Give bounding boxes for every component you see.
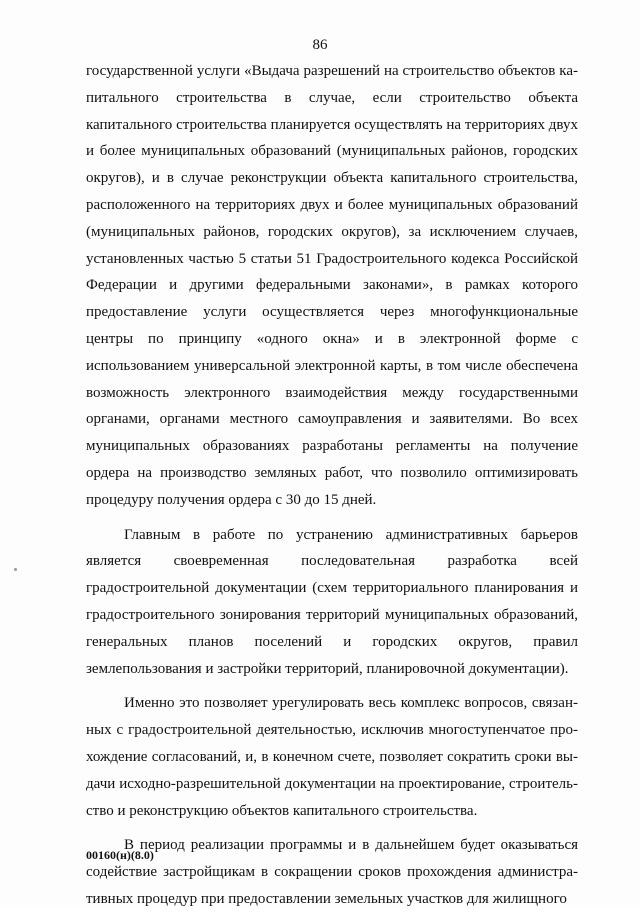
scan-speck [14,568,17,571]
paragraph-program-implementation: В период реализации программы и в дальнейшем будет оказываться содействие застройщикам в сокращении сроков прохождения административных процедур при предоставлении земельных участков для жилищного [86,837,578,907]
paragraph-continuation: государственной услуги «Выдача разрешений на строительство объектов капитального строительства в случае, если строительство объекта капитального строительства планируется осуществлять на территориях двух и более муниципальных образований (муниципальных районов, городских округов), и в случае реконструкции объекта капитального строительства, расположенного на территориях двух и более муниципальных образований (муниципальных районов, городских округов), за исключением случаев, установленных частью 5 статьи 51 Градостроительного кодекса Российской Федерации и другими федеральными законами», в рамках которого предоставление услуги осуществляется через многофункциональные центры по принципу «одного окна» и в электронной форме с использованием универсальной электронной карты, в том числе обеспечена возможность электронного взаимодействия между государственными органами, органами местного самоуправления и заявителями. Во всех муниципальных образованиях разработаны регламенты на получение ордера на производство земляных работ, что позволило оптимизировать процедуру получения ордера с 30 до 15 дней. [86,63,578,508]
page-number: 86 [312,37,328,53]
document-code: 00160(н)(8.0) [86,848,154,862]
paragraph-urban-planning-issues: Именно это позволяет урегулировать весь комплекс вопросов, связанных с градостроительной деятельностью, исключив многоступенчатое прохождение согласований, и, в конечном счете, позволяет сократить сроки выдачи исходно-разрешительной документации на проектирование, строительство и реконструкцию объектов капитального строительства. [86,695,578,819]
paragraph-administrative-barriers: Главным в работе по устранению административных барьеров является своевременная последовательная разработка всей градостроительной документации (схем территориального планирования и градостроительного зонирования территорий муниципальных образований, генеральных планов поселений и городских округов, правил землепользования и застройки территорий, планировочной документации). [86,526,578,677]
document-body [86,58,578,913]
